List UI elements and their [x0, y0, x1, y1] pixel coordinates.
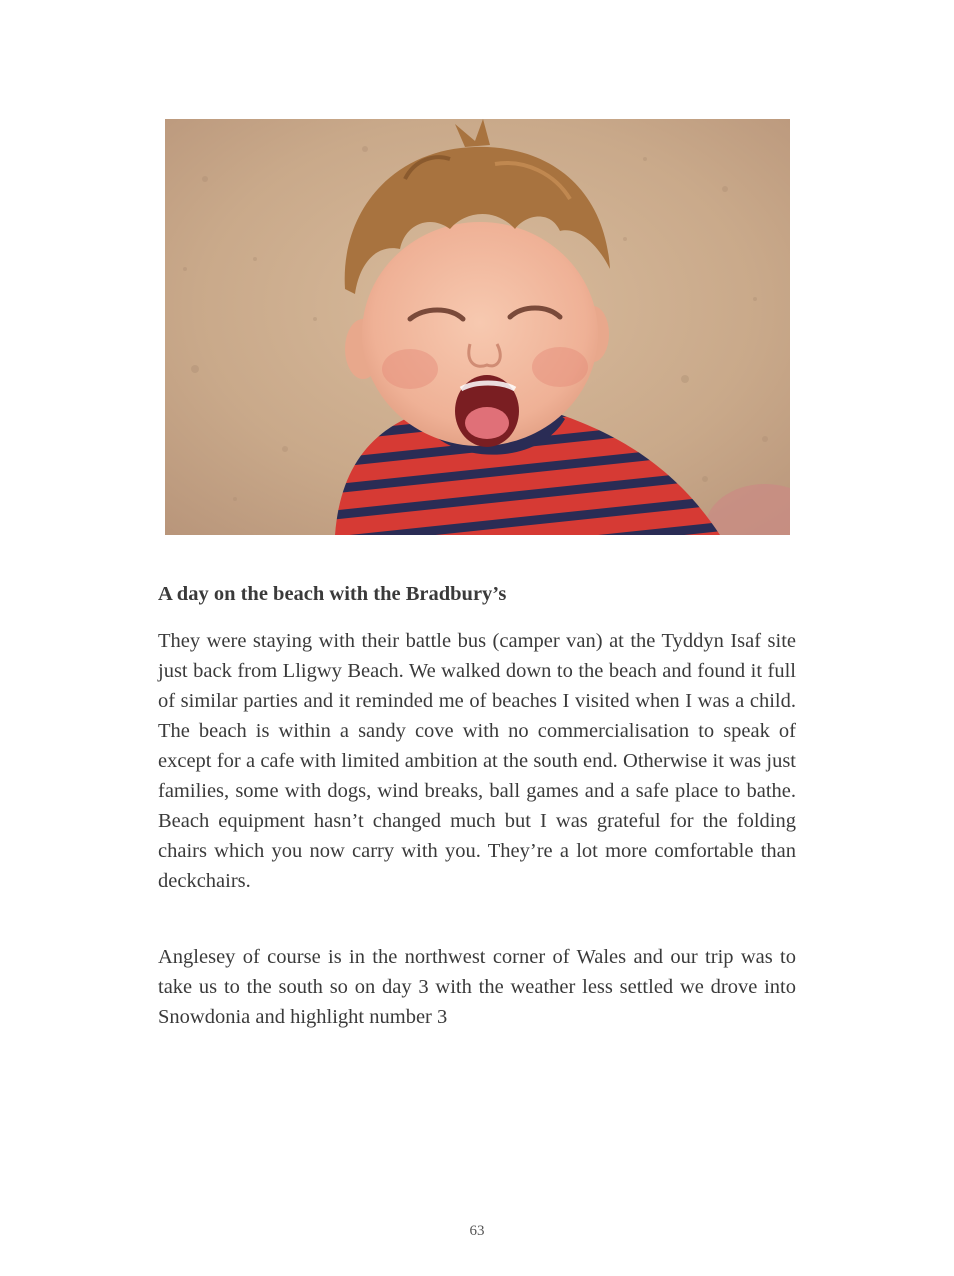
body-paragraph-1: They were staying with their battle bus (camper van) at the Tyddyn Isaf site just back from Lligwy Beach. We walked down to the beach and found it full of similar parties and it reminded me of beaches I visited when I was a child. The beach is within a sandy cove with no commercialisation to speak of except for a cafe with limited ambition at the south end. Otherwise it was just families, some with dogs, wind breaks, ball games and a safe place to bathe. Beach equipment hasn’t changed much but I was grateful for the folding chairs which you now carry with you. They’re a lot more comfortable than deckchairs.	[158, 630, 796, 892]
section-heading: A day on the beach with the Bradbury’s	[158, 583, 507, 605]
toddler-beach-photo	[165, 119, 790, 535]
body-paragraph-2: Anglesey of course is in the northwest corner of Wales and our trip was to take us to the south so on day 3 with the weather less settled we drove into Snowdonia and highlight number 3	[158, 946, 796, 1028]
page-number: 63	[469, 1223, 485, 1239]
